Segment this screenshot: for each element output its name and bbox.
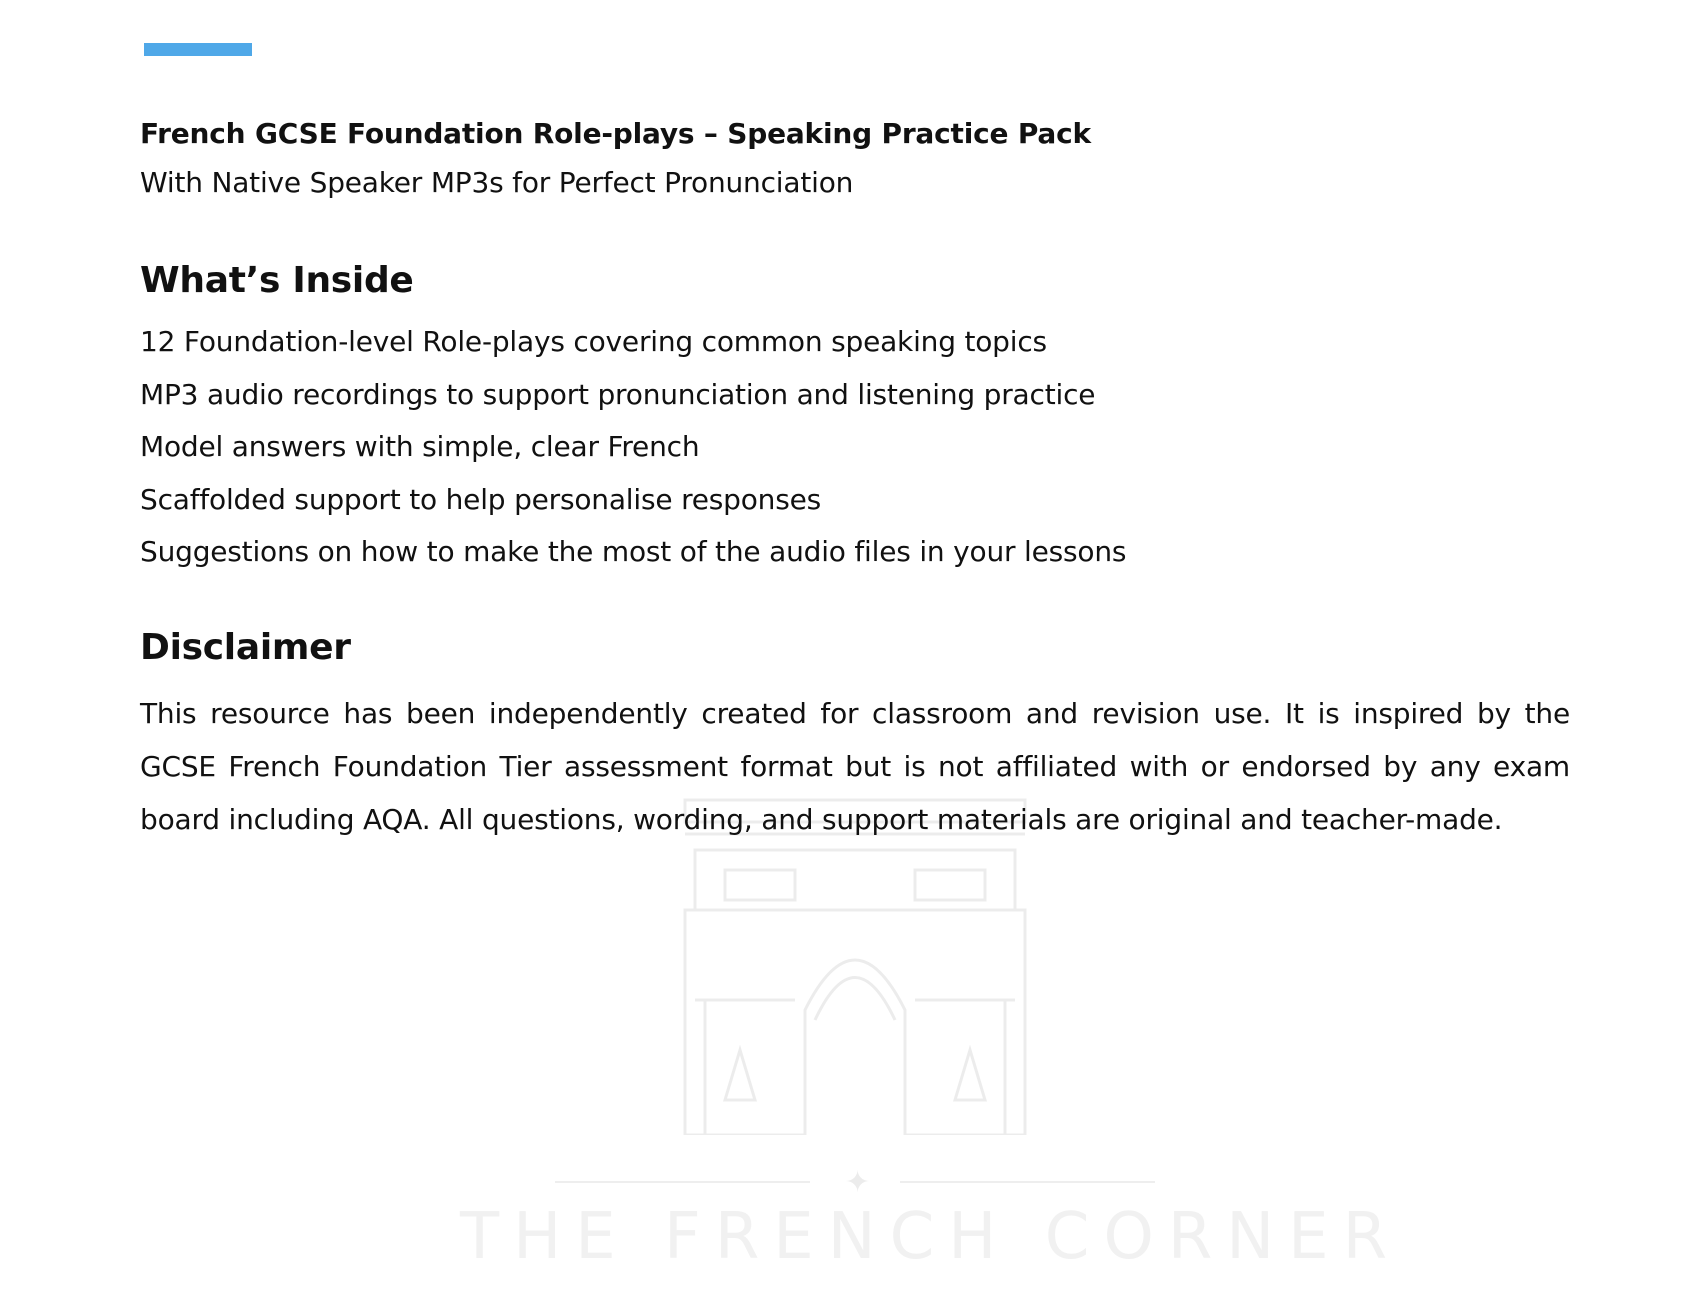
- document-title: French GCSE Foundation Role-plays – Speaking Practice Pack: [140, 117, 1091, 150]
- watermark-star-icon: ✦: [845, 1165, 871, 1200]
- whats-inside-list: [140, 316, 1570, 579]
- watermark-line-right: [900, 1181, 1155, 1183]
- watermark-logo: [460, 790, 1402, 1290]
- accent-bar: [144, 43, 252, 56]
- document-subtitle: With Native Speaker MP3s for Perfect Pronunciation: [140, 166, 854, 199]
- document-content: [140, 108, 1570, 846]
- list-item: Model answers with simple, clear French: [140, 430, 700, 463]
- whats-inside-heading: What’s Inside: [140, 260, 414, 301]
- watermark-line-left: [555, 1181, 810, 1183]
- disclaimer-paragraph: This resource has been independently created for classroom and revision use. It is inspired by the GCSE French Foundation Tier assessment format but is not affiliated with or endorsed by any exam board including AQA. All questions, wording, and support materials are original and teacher-made.: [140, 696, 1570, 836]
- disclaimer-heading: Disclaimer: [140, 626, 351, 668]
- list-item: MP3 audio recordings to support pronunciation and listening practice: [140, 377, 1096, 411]
- list-item: Scaffolded support to help personalise responses: [140, 482, 822, 516]
- list-item: Suggestions on how to make the most of the audio files in your lessons: [140, 535, 1127, 568]
- list-item: 12 Foundation-level Role-plays covering common speaking topics: [140, 325, 1047, 358]
- watermark-text: THE FRENCH CORNER: [460, 1200, 1402, 1274]
